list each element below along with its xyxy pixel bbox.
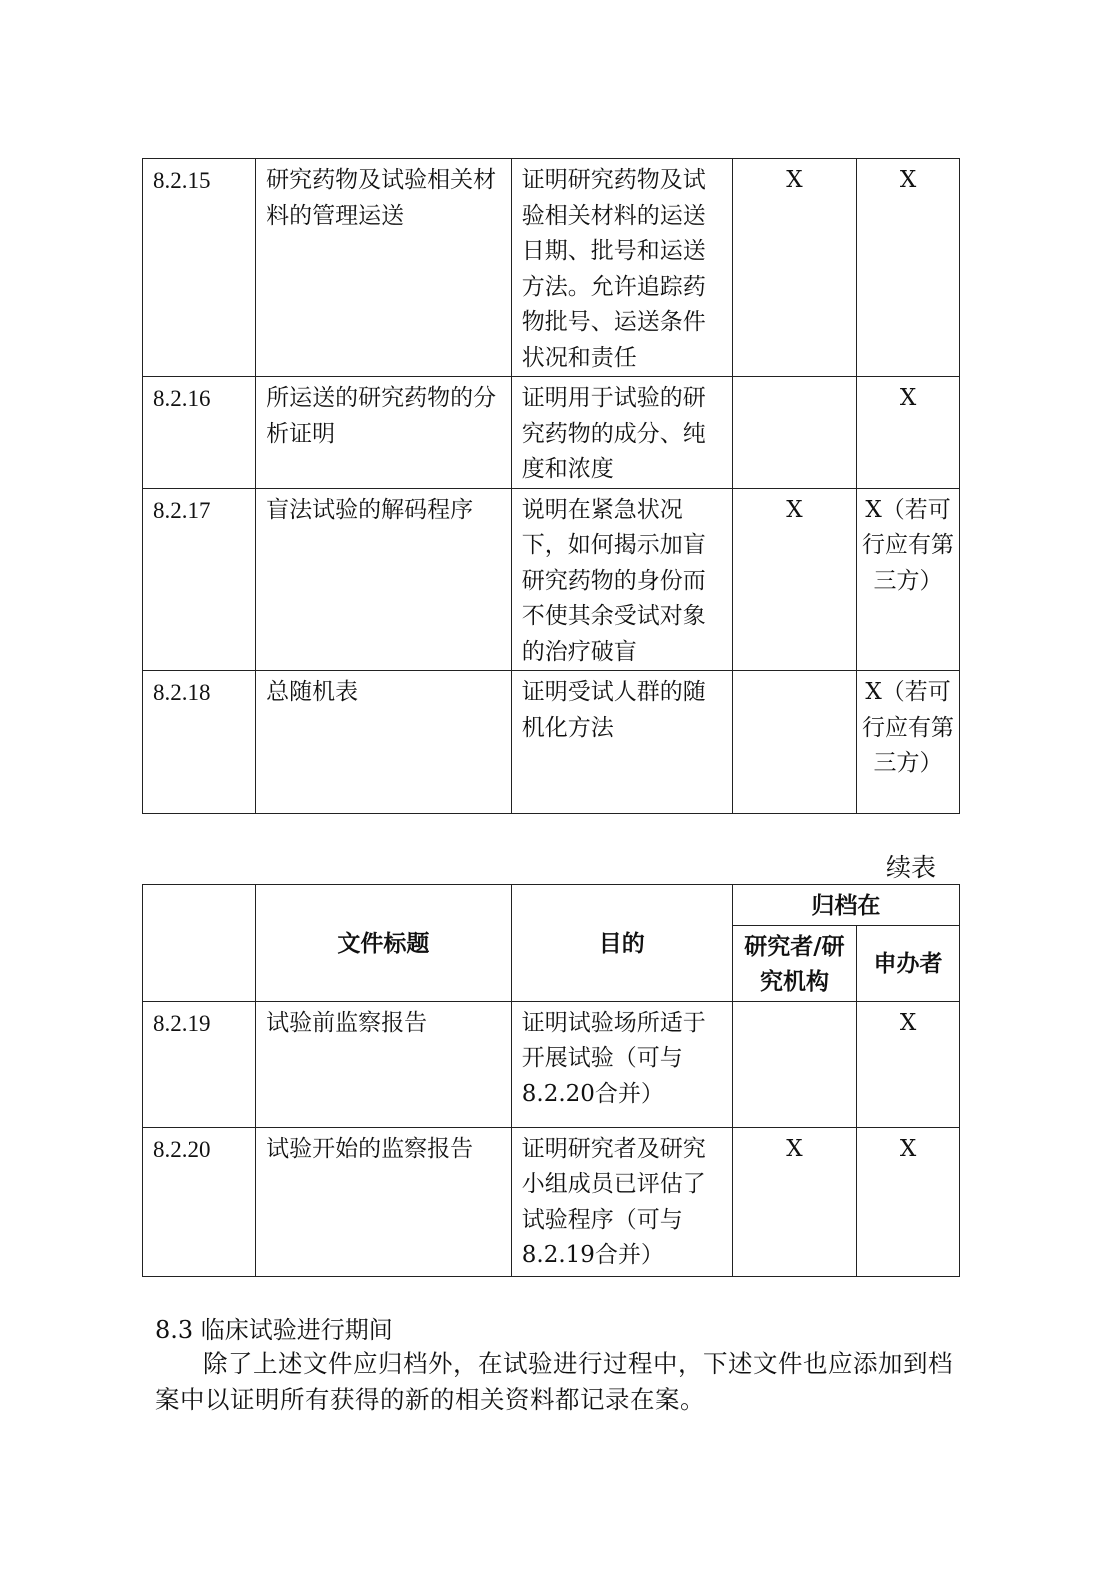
row-purpose: 证明研究药物及试验相关材料的运送日期、批号和运送方法。允许追踪药物批号、运送条件状况和责任: [511, 159, 732, 377]
section-paragraph: 除了上述文件应归档外，在试验进行过程中，下述文件也应添加到档案中以证明所有获得的新的相关资料都记录在案。: [155, 1349, 953, 1414]
row-purpose: 证明研究者及研究小组成员已评估了试验程序（可与8.2.19合并）: [511, 1127, 732, 1276]
investigator-mark: [732, 671, 856, 814]
table-row: [143, 671, 960, 814]
sponsor-mark: X（若可行应有第三方）: [857, 488, 960, 671]
row-id: 8.2.16: [143, 377, 256, 489]
row-title: 总随机表: [256, 671, 512, 814]
row-title: 所运送的研究药物的分析证明: [256, 377, 512, 489]
row-purpose: 证明用于试验的研究药物的成分、纯度和浓度: [511, 377, 732, 489]
header-filed-in: 归档在: [732, 885, 959, 926]
header-purpose: 目的: [511, 885, 732, 1002]
investigator-mark: X: [732, 1127, 856, 1276]
sponsor-mark: X: [857, 1127, 960, 1276]
row-purpose: 证明受试人群的随机化方法: [511, 671, 732, 814]
investigator-mark: [732, 1001, 856, 1127]
row-id: 8.2.19: [143, 1001, 256, 1127]
row-purpose: 说明在紧急状况下，如何揭示加盲研究药物的身份而不使其余受试对象的治疗破盲: [511, 488, 732, 671]
table-row: [143, 1127, 960, 1276]
row-title: 研究药物及试验相关材料的管理运送: [256, 159, 512, 377]
sponsor-mark: X: [857, 1001, 960, 1127]
row-id: 8.2.20: [143, 1127, 256, 1276]
row-purpose: 证明试验场所适于开展试验（可与8.2.20合并）: [511, 1001, 732, 1127]
investigator-mark: [732, 377, 856, 489]
row-title: 试验前监察报告: [256, 1001, 512, 1127]
header-id-cell: [143, 885, 256, 1002]
document-table-part-2: [142, 884, 960, 1277]
investigator-mark: X: [732, 159, 856, 377]
continued-table-label: 续表: [886, 853, 937, 882]
table-row: [143, 1001, 960, 1127]
header-investigator: 研究者/研究机构: [732, 925, 856, 1001]
header-row: [143, 885, 960, 926]
row-id: 8.2.18: [143, 671, 256, 814]
section-heading: 8.3 临床试验进行期间: [155, 1316, 393, 1344]
table-row: [143, 377, 960, 489]
sponsor-mark: X: [857, 159, 960, 377]
sponsor-mark: X: [857, 377, 960, 489]
table-row: [143, 488, 960, 671]
sponsor-mark: X（若可行应有第三方）: [857, 671, 960, 814]
header-sponsor: 申办者: [857, 925, 960, 1001]
document-table-part-1: [142, 158, 960, 814]
row-title: 盲法试验的解码程序: [256, 488, 512, 671]
row-id: 8.2.17: [143, 488, 256, 671]
row-title: 试验开始的监察报告: [256, 1127, 512, 1276]
header-title: 文件标题: [256, 885, 512, 1002]
investigator-mark: X: [732, 488, 856, 671]
row-id: 8.2.15: [143, 159, 256, 377]
table-row: [143, 159, 960, 377]
